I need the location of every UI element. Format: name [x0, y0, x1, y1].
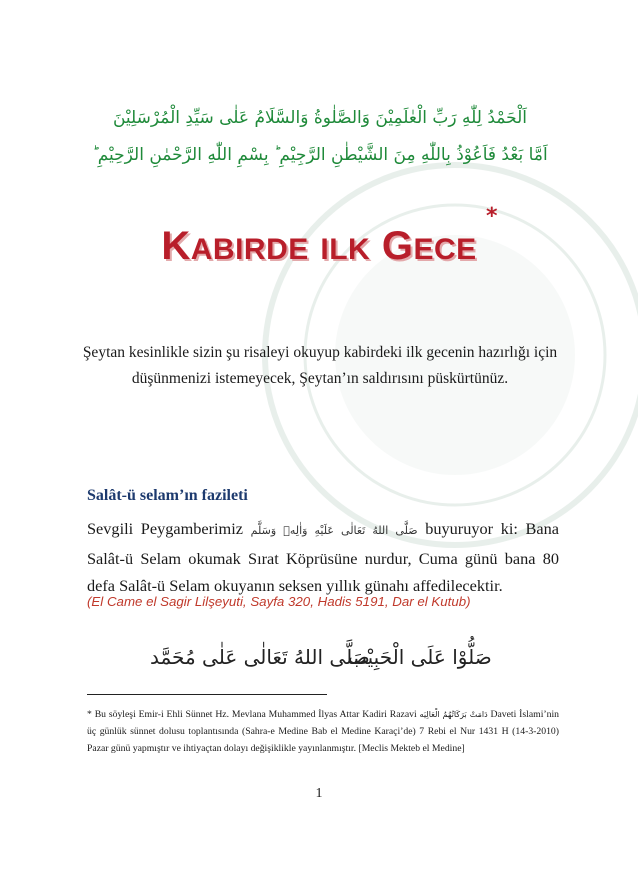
inline-salawat-arabic: صَلَّى اللهُ تَعَالٰى عَلَيْهِ وَاٰلِهٖ وَسَلَّم — [250, 524, 418, 537]
body-paragraph: Sevgili Peygamberimiz صَلَّى اللهُ تَعَالٰى عَلَيْهِ وَاٰلِهٖ وَسَلَّم buyuruyor ki: Bana Salât-ü Selam okumak Sırat Köprüsüne nurdur, Cuma günü bana 80 defa Salât-ü Selam okuyanın seksen yıllık günahı affedilecektir. — [87, 519, 559, 595]
salawat-call: صَلُّوْا عَلَى الْحَبِيْب — [348, 645, 492, 669]
source-citation: (El Came el Sagir Lilşeyuti, Sayfa 320, Hadis 5191, Dar el Kutub) — [87, 594, 471, 609]
page-title: KABIRDE ILK GECE — [161, 224, 477, 268]
footnote-marker: * — [486, 204, 498, 229]
arabic-honorific: دَامَتْ بَرَكَاتُهُمُ الْعَالِيَه — [419, 710, 488, 719]
intro-paragraph: Şeytan kesinlikle sizin şu risaleyi okuyup kabirdeki ilk gecenin hazırlığı için düşünmenizi istemeyecek, Şeytan’ın saldırısını püskürtünüz. — [82, 344, 558, 387]
arabic-opening-line-1: اَلْحَمْدُ لِلّٰهِ رَبِّ الْعٰلَمِيْنَ وَالصَّلٰوةُ وَالسَّلَامُ عَلٰى سَيِّدِ الْمُرْسَلِيْنَ — [112, 108, 528, 128]
page-number: 1 — [315, 786, 323, 801]
footnote-divider — [87, 694, 327, 695]
salawat-response: صَلَّى اللهُ تَعَالٰى عَلٰى مُحَمَّد — [150, 645, 370, 669]
arabic-opening-line-2: اَمَّا بَعْدُ فَاَعُوْذُ بِاللّٰهِ مِنَ الشَّيْطٰنِ الرَّجِيْمِ ؕ بِسْمِ اللّٰهِ الرَّحْمٰنِ الرَّحِيْمِ ؕ — [92, 145, 548, 165]
section-heading: Salât-ü selam’ın fazileti — [87, 487, 248, 504]
footnote: * Bu söyleşi Emir-i Ehli Sünnet Hz. Mevlana Muhammed İlyas Attar Kadiri Razavi دَامَتْ بَرَكَاتُهُمُ الْعَالِيَه Daveti İslami’nin üç günlük sünnet dolusu toplantısında (Sahra-e Medine Bab el Medine Karaçi’de) 7 Rebi el Nur 1431 H (14-3-2010) Pazar günü yapmıştır ve ihtiyaçtan dolayı değişiklikle yayınlanmıştır. [Meclis Mekteb el Medine] — [87, 709, 559, 754]
